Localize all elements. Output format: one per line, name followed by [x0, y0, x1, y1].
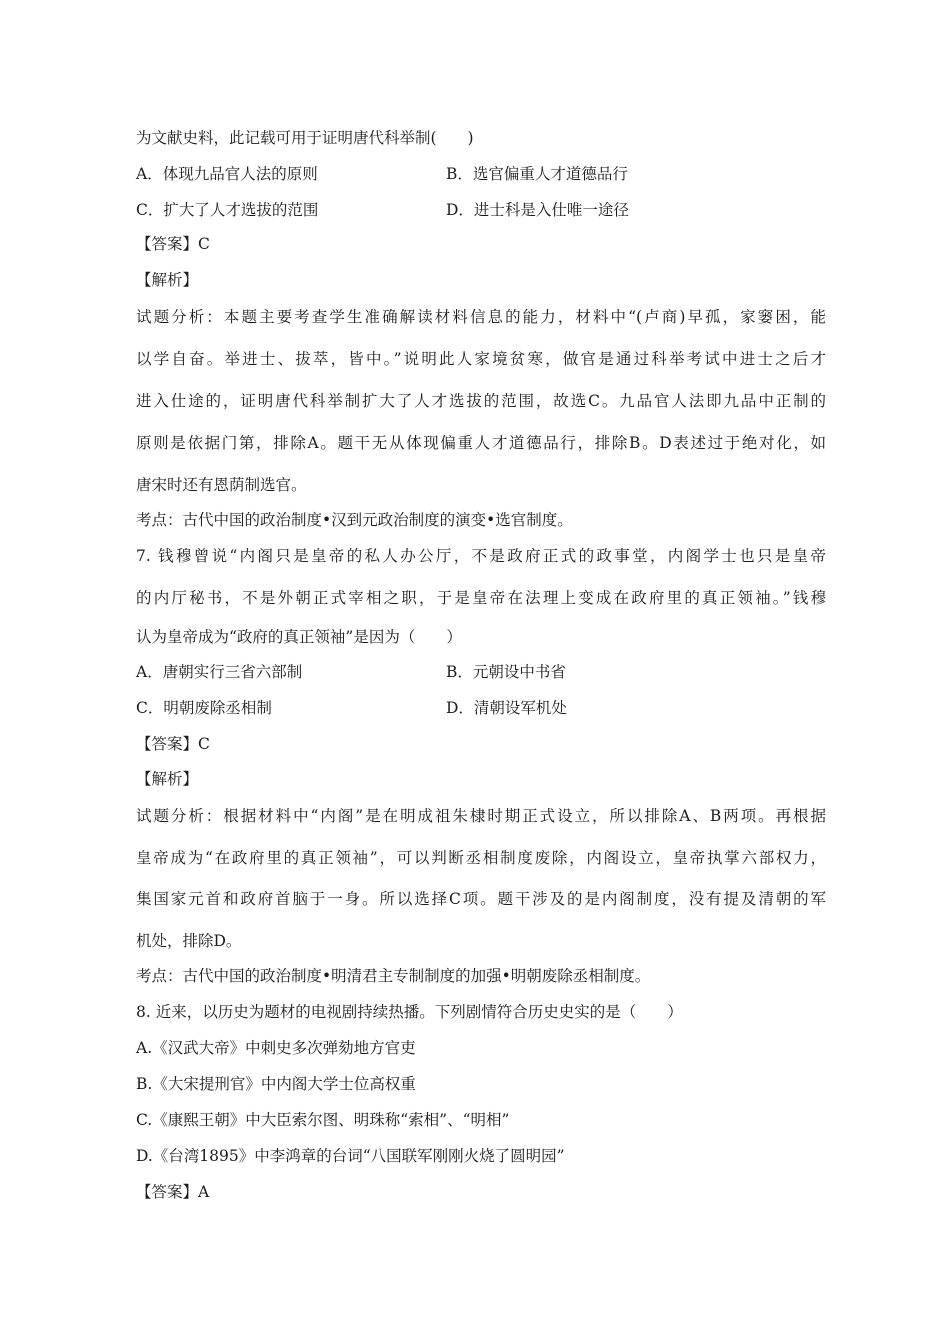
q7-stem-line: 认为皇帝成为“政府的真正领袖”是因为（ ） — [136, 628, 462, 646]
q7-stem-line: 的内厅秘书，不是外朝正式宰相之职，于是皇帝在法理上变成在政府里的真正领袖。”钱穆 — [136, 589, 826, 607]
q7-option-b: B．元朝设中书省 — [446, 663, 566, 681]
q7-option-a: A．唐朝实行三省六部制 — [136, 663, 303, 681]
q6-option-d: D．进士科是入仕唯一途径 — [446, 201, 629, 219]
q8-stem: 8. 近来，以历史为题材的电视剧持续热播。下列剧情符合历史史实的是（ ） — [136, 1003, 683, 1021]
q8-option-c: C.《康熙王朝》中大臣索尔图、明珠称“索相”、“明相” — [136, 1111, 510, 1129]
q6-answer: 【答案】C — [136, 235, 210, 253]
q6-option-c: C．扩大了人才选拔的范围 — [136, 201, 319, 219]
q8-option-a: A.《汉武大帝》中刺史多次弹劾地方官吏 — [136, 1039, 416, 1057]
q7-analysis-title: 【解析】 — [136, 770, 199, 788]
q7-analysis-line: 皇帝成为“在政府里的真正领袖”，可以判断丞相制度废除，内阁设立，皇帝执掌六部权力， — [136, 849, 826, 867]
q7-answer: 【答案】C — [136, 735, 210, 753]
q6-stem-tail: 为文献史料，此记载可用于证明唐代科举制( ) — [136, 129, 474, 147]
q8-option-b: B.《大宋提刑官》中内阁大学士位高权重 — [136, 1075, 416, 1093]
q7-analysis-line: 试题分析：根据材料中“内阁”是在明成祖朱棣时期正式设立，所以排除A、B两项。再根据 — [136, 807, 826, 825]
q7-analysis-line: 机处，排除D。 — [136, 932, 242, 950]
q7-option-c: C．明朝废除丞相制 — [136, 699, 272, 717]
q8-answer: 【答案】A — [136, 1183, 210, 1201]
q6-point: 考点：古代中国的政治制度•汉到元政治制度的演变•选官制度。 — [136, 511, 573, 529]
q6-option-b: B．选官偏重人才道德品行 — [446, 165, 628, 183]
q6-analysis-line: 试题分析：本题主要考查学生准确解读材料信息的能力，材料中“(卢商)早孤，家窭困，能 — [136, 308, 826, 326]
q6-analysis-line: 唐宋时还有恩荫制选官。 — [136, 476, 307, 494]
q6-analysis-line: 以学自奋。举进士、拔萃，皆中。”说明此人家境贫寒，做官是通过科举考试中进士之后才 — [136, 350, 826, 368]
q6-option-a: A．体现九品官人法的原则 — [136, 165, 318, 183]
q8-option-d: D.《台湾1895》中李鸿章的台词“八国联军刚刚火烧了圆明园” — [136, 1147, 565, 1165]
q7-option-d: D．清朝设军机处 — [446, 699, 567, 717]
q6-analysis-line: 原则是依据门第，排除A。题干无从体现偏重人才道德品行，排除B。D表述过于绝对化，如 — [136, 434, 826, 452]
q7-analysis-line: 集国家元首和政府首脑于一身。所以选择C项。题干涉及的是内阁制度，没有提及清朝的军 — [136, 890, 826, 908]
q7-stem-line: 7. 钱穆曾说“内阁只是皇帝的私人办公厅，不是政府正式的政事堂，内阁学士也只是皇帝 — [136, 547, 826, 565]
q6-analysis-line: 进入仕途的，证明唐代科举制扩大了人才选拔的范围，故选C。九品官人法即九品中正制的 — [136, 392, 826, 410]
q7-point: 考点：古代中国的政治制度•明清君主专制制度的加强•明朝废除丞相制度。 — [136, 967, 651, 985]
q6-analysis-title: 【解析】 — [136, 271, 199, 289]
